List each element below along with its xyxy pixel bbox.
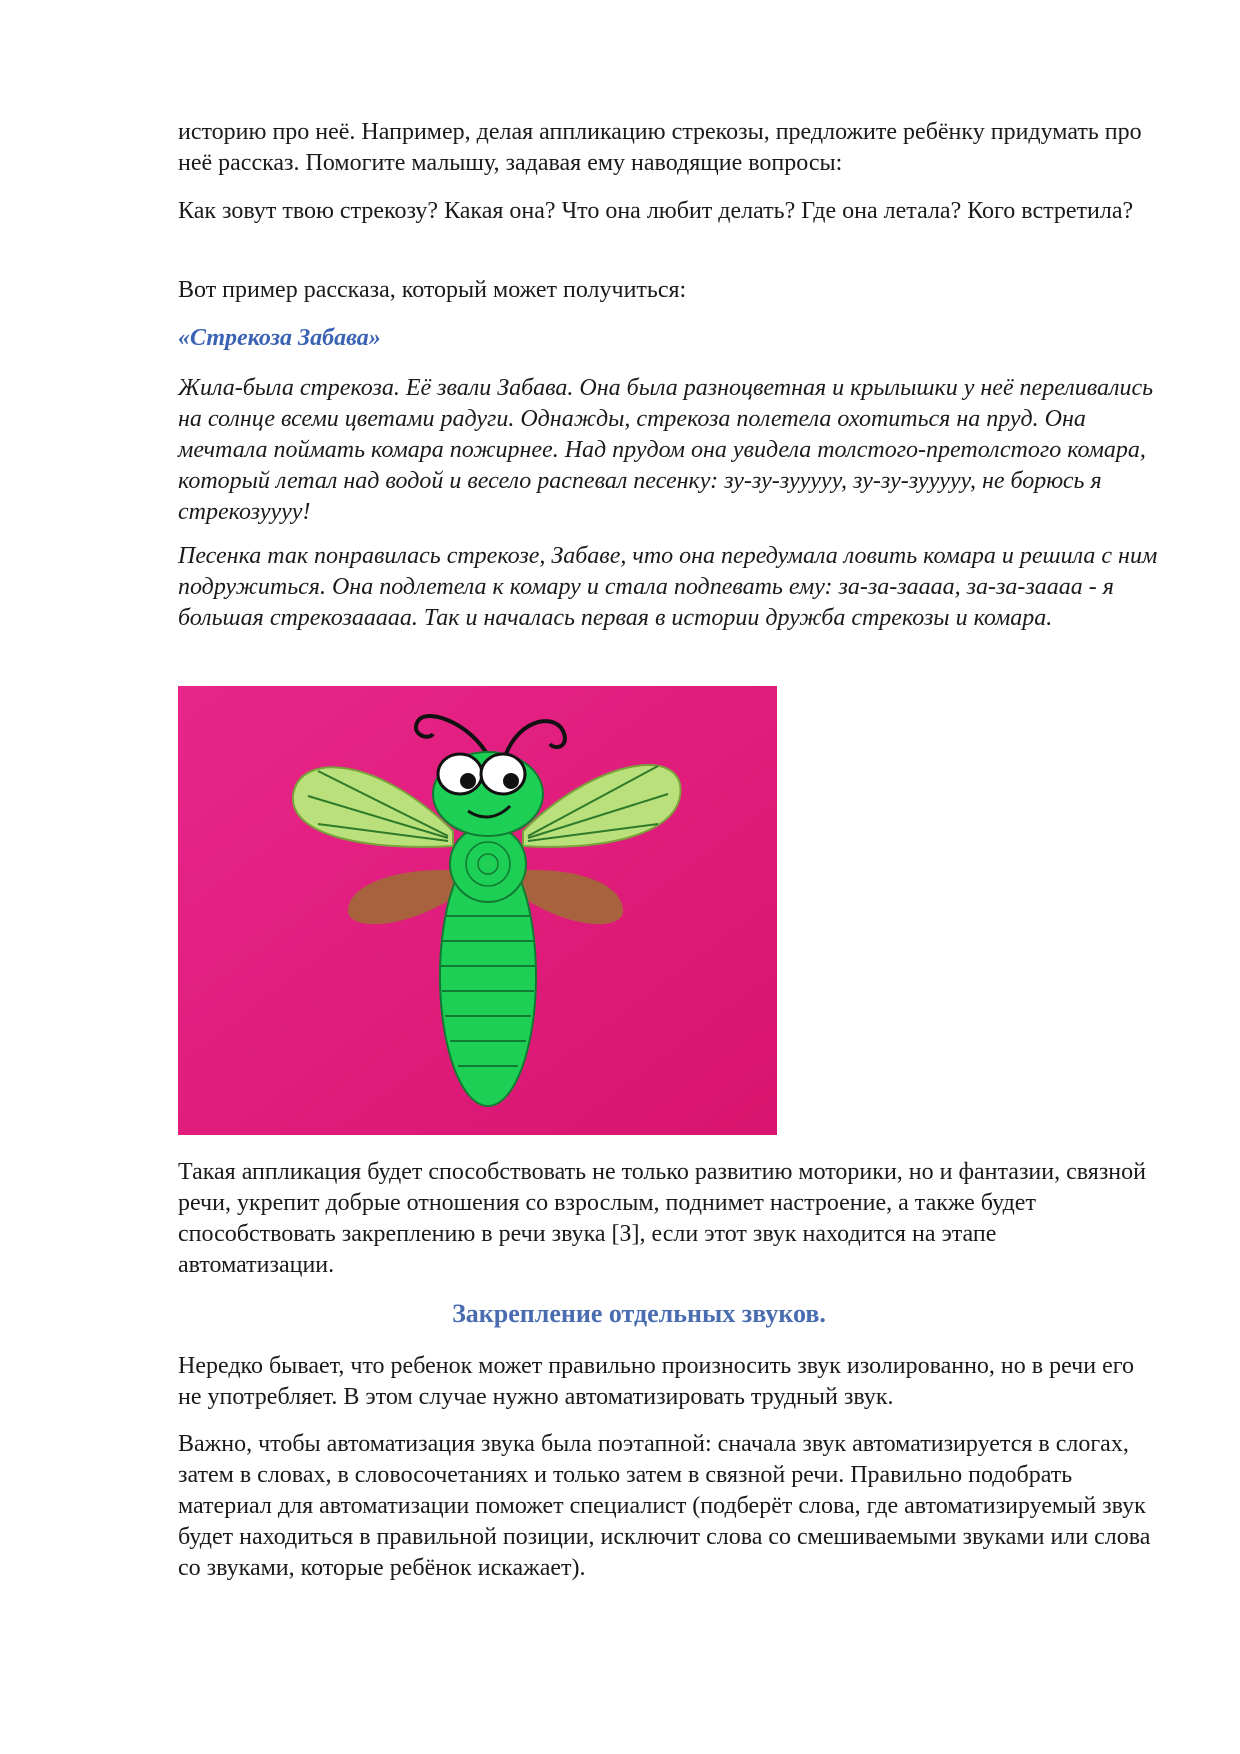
dragonfly-applique-photo (178, 686, 777, 1135)
paragraph-example-intro: Вот пример рассказа, который может получиться: (178, 277, 687, 303)
story-paragraph-2: Песенка так понравилась стрекозе, Забаве, что она передумала ловить комара и решила с ним подружиться. Она подлетела к комару и стала подпевать ему: за-за-заааа, за-за-заааа - я большая стрекозааааа. Так и началась первая в истории дружба стрекозы и комара. (178, 543, 1158, 631)
paragraph-intro: историю про неё. Например, делая аппликацию стрекозы, предложите ребёнку придумать про неё рассказ. Помогите малышу, задавая ему наводящие вопросы: (178, 119, 1142, 176)
story-title: «Стрекоза Забава» (178, 325, 381, 351)
section-heading: Закрепление отдельных звуков. (452, 1299, 826, 1328)
story-paragraph-1: Жила-была стрекоза. Её звали Забава. Она была разноцветная и крылышки у неё переливались на солнце всеми цветами радуги. Однажды, стрекоза полетела охотиться на пруд. Она мечтала поймать комара пожирнее. Над прудом она увидела толстого-претолстого комара, который летал над водой и весело распевал песенку: зу-зу-зууууу, зу-зу-зууууу, не борюсь я стрекозуууу! (178, 375, 1154, 525)
paragraph-applique-benefits: Такая аппликация будет способствовать не только развитию моторики, но и фантазии, связной речи, укрепит добрые отношения со взрослым, поднимет настроение, а также будет способствовать закреплению в речи звука [З], если этот звук находится на этапе автоматизации. (178, 1159, 1146, 1278)
paragraph-automation: Важно, чтобы автоматизация звука была поэтапной: сначала звук автоматизируется в слогах, затем в словах, в словосочетаниях и только затем в связной речи. Правильно подобрать материал для автоматизации поможет специалист (подберёт слова, где автоматизируемый звук будет находиться в правильной позиции, исключит слова со смешиваемыми звуками или слова со звуками, которые ребёнок искажает). (178, 1431, 1151, 1581)
paragraph-questions: Как зовут твою стрекозу? Какая она? Что она любит делать? Где она летала? Кого встретила? (178, 198, 1134, 224)
paragraph-sound-usage: Нередко бывает, что ребенок может правильно произносить звук изолированно, но в речи его не употребляет. В этом случае нужно автоматизировать трудный звук. (178, 1353, 1134, 1410)
